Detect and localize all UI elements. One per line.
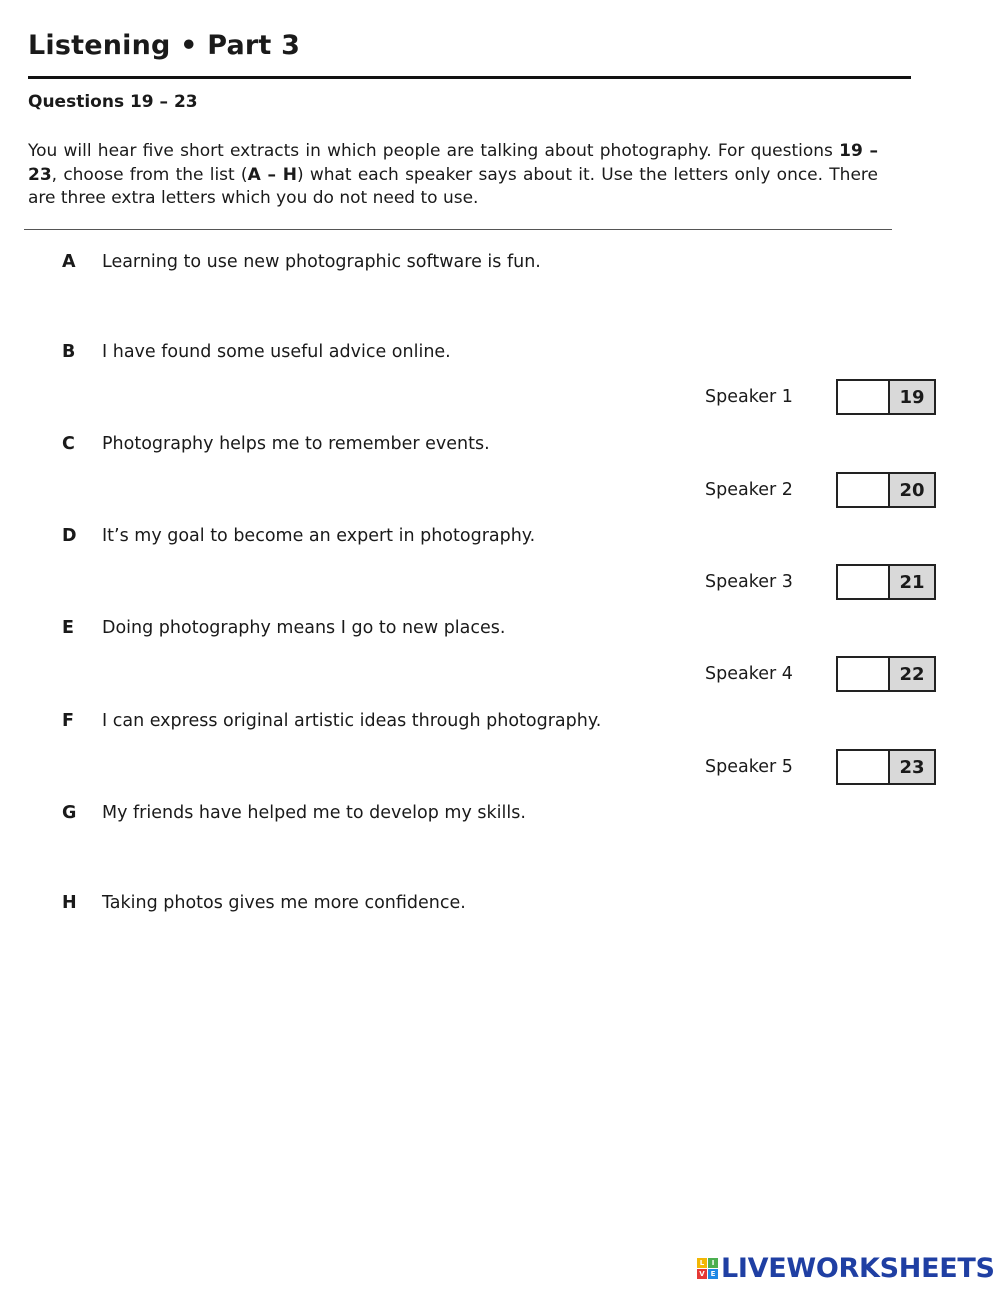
title-divider xyxy=(28,76,911,79)
questions-label: Questions 19 – 23 xyxy=(28,92,198,112)
question-number: 20 xyxy=(890,474,934,506)
logo-text: LIVEWORKSHEETS xyxy=(721,1253,995,1284)
option-letter: C xyxy=(62,434,75,454)
option-f xyxy=(62,711,601,731)
option-text: Doing photography means I go to new places. xyxy=(102,618,506,638)
option-letter: A xyxy=(62,252,76,272)
answer-input[interactable] xyxy=(838,566,890,598)
section-divider xyxy=(24,229,892,230)
option-letter: H xyxy=(62,893,77,913)
option-letter: B xyxy=(62,342,76,362)
option-e xyxy=(62,618,505,638)
option-g xyxy=(62,803,526,823)
question-number: 22 xyxy=(890,658,934,690)
option-letter: D xyxy=(62,526,77,546)
option-text: Learning to use new photographic software is fun. xyxy=(102,252,541,272)
logo-mark-tile: I xyxy=(708,1258,718,1268)
speaker-4-label: Speaker 4 xyxy=(705,664,793,684)
option-h xyxy=(62,893,466,913)
answer-input[interactable] xyxy=(838,381,890,413)
speaker-3-label: Speaker 3 xyxy=(705,572,793,592)
speaker-2-label: Speaker 2 xyxy=(705,480,793,500)
logo-mark-tile: L xyxy=(697,1258,707,1268)
answer-input[interactable] xyxy=(838,474,890,506)
speaker-5-label: Speaker 5 xyxy=(705,757,793,777)
option-letter: F xyxy=(62,711,74,731)
option-text: Photography helps me to remember events. xyxy=(102,434,490,454)
page-title: Listening • Part 3 xyxy=(28,30,301,61)
option-c xyxy=(62,434,490,454)
option-d xyxy=(62,526,535,546)
instructions: You will hear five short extracts in which people are talking about photography. For questions 19 – 23, choose from the list (A – H) what each speaker says about it. Use the letters only once. There are three extra letters which you do not need to use. xyxy=(28,141,878,208)
option-text: Taking photos gives me more confidence. xyxy=(102,893,466,913)
question-number: 23 xyxy=(890,751,934,783)
option-a xyxy=(62,252,541,272)
option-text: I can express original artistic ideas through photography. xyxy=(102,711,602,731)
instructions-letter-range: A – H xyxy=(247,164,297,185)
logo-mark-icon xyxy=(697,1258,718,1279)
speaker-2-answer-box xyxy=(836,472,936,508)
speaker-3-answer-box xyxy=(836,564,936,600)
logo-mark-tile: V xyxy=(697,1269,707,1279)
speaker-1-answer-box xyxy=(836,379,936,415)
option-b xyxy=(62,342,451,362)
option-text: I have found some useful advice online. xyxy=(102,342,451,362)
speaker-5-answer-box xyxy=(836,749,936,785)
logo-mark-tile: E xyxy=(708,1269,718,1279)
option-letter: E xyxy=(62,618,74,638)
option-text: It’s my goal to become an expert in photography. xyxy=(102,526,536,546)
option-letter: G xyxy=(62,803,77,823)
speaker-1-label: Speaker 1 xyxy=(705,387,793,407)
answer-input[interactable] xyxy=(838,751,890,783)
question-number: 21 xyxy=(890,566,934,598)
instructions-question-range: 19 – 23 xyxy=(28,141,878,185)
speaker-4-answer-box xyxy=(836,656,936,692)
question-number: 19 xyxy=(890,381,934,413)
answer-input[interactable] xyxy=(838,658,890,690)
option-text: My friends have helped me to develop my skills. xyxy=(102,803,526,823)
liveworksheets-logo xyxy=(697,1253,995,1284)
